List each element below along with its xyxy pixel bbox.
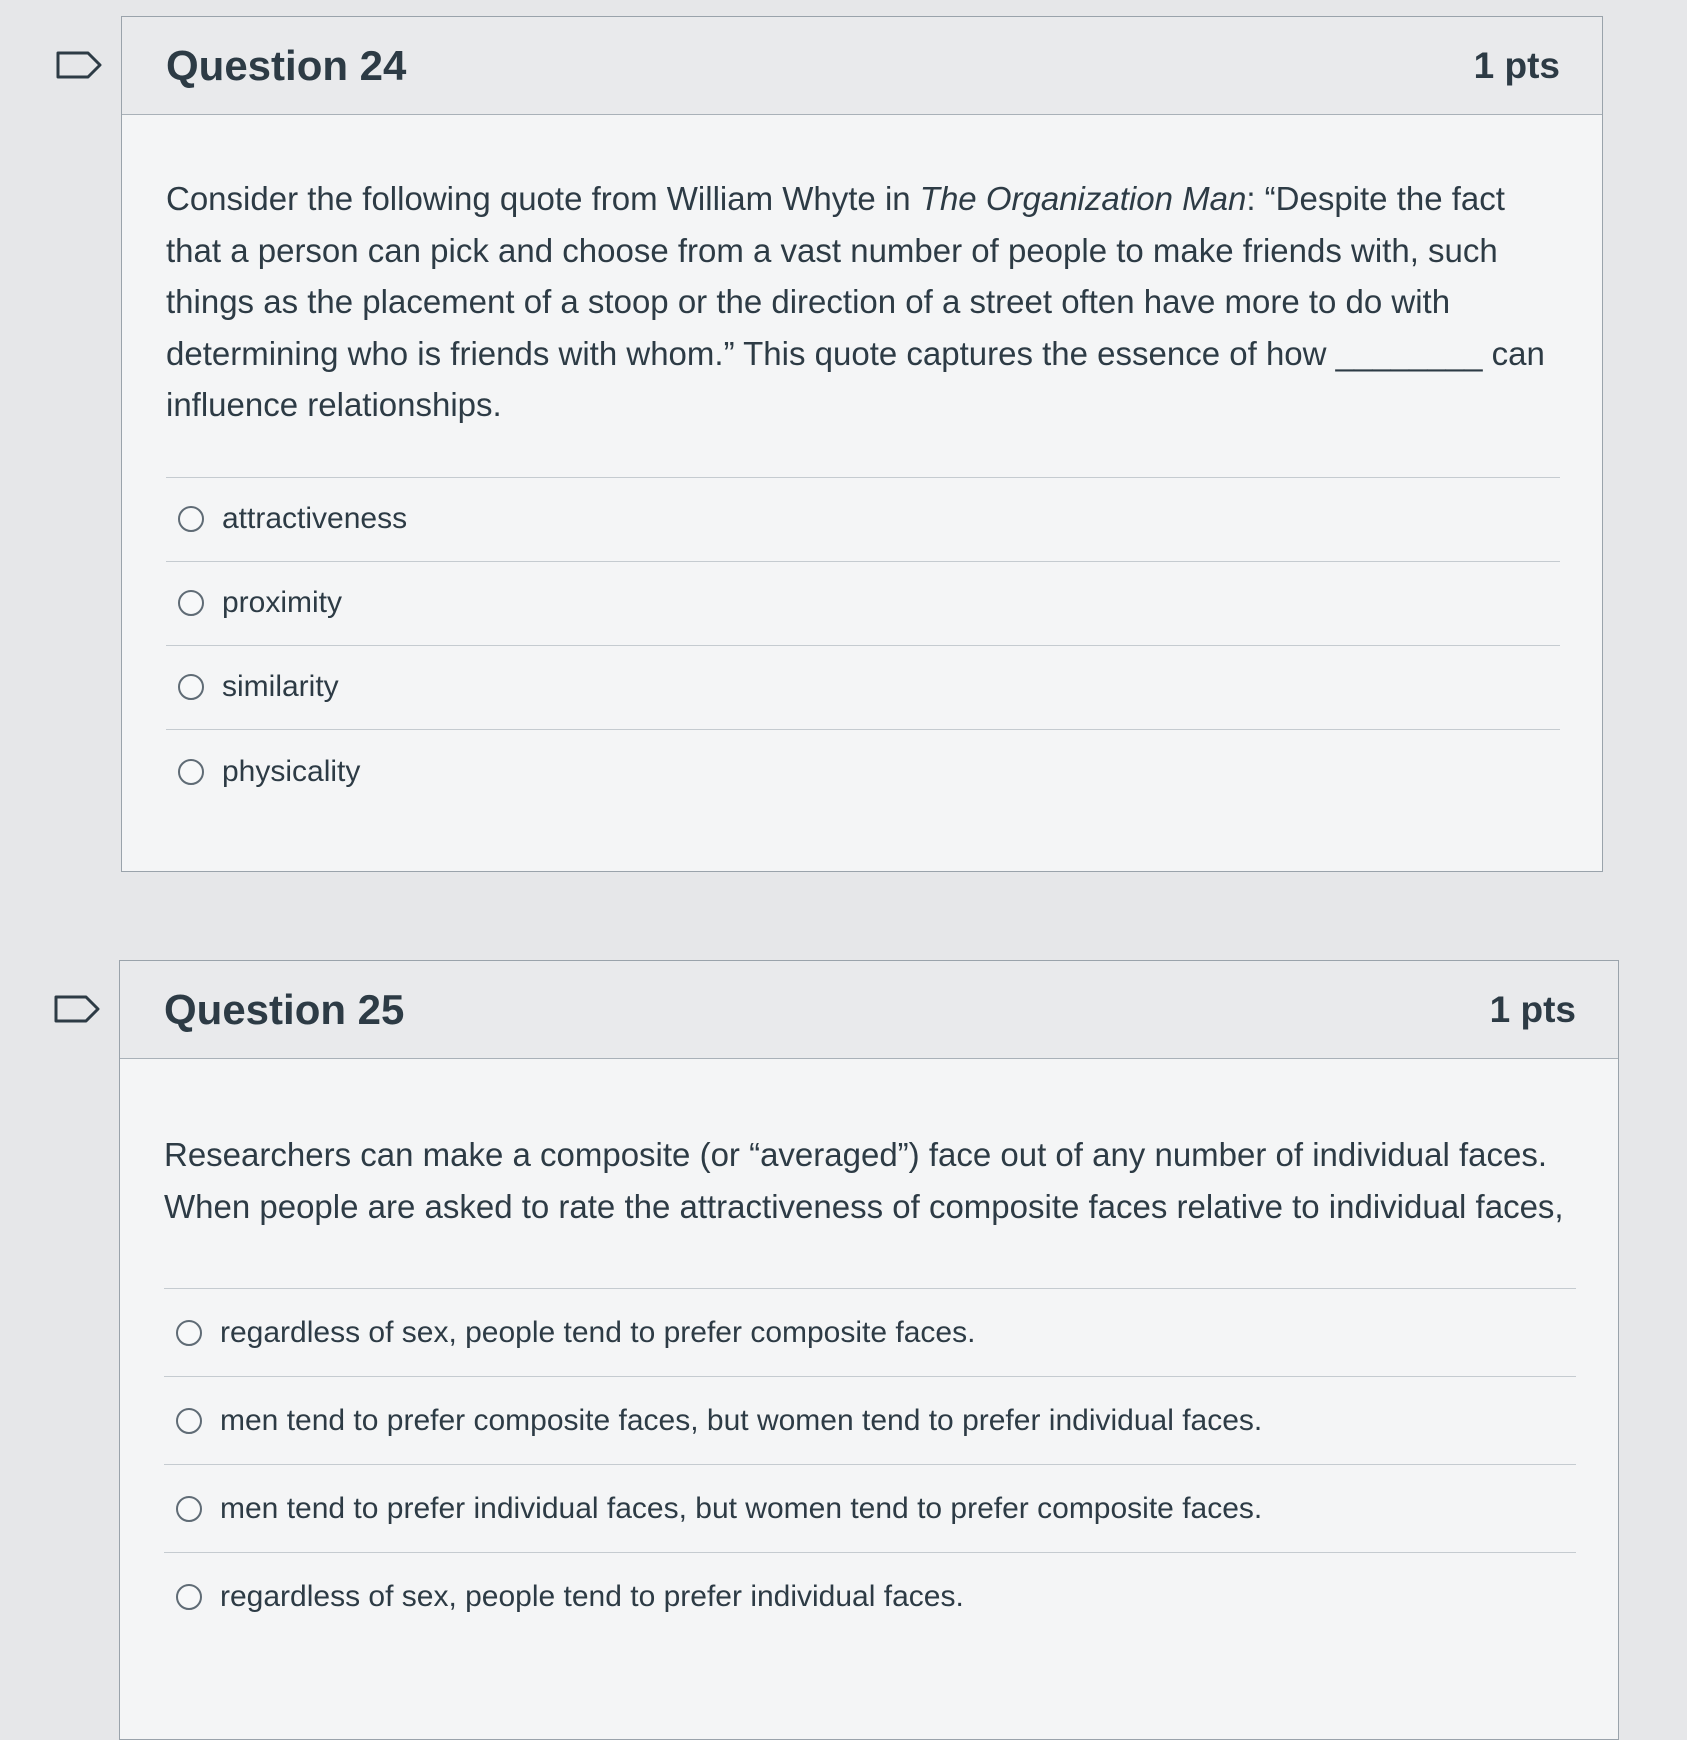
question-header (122, 17, 1602, 115)
answer-option[interactable] (164, 1377, 1576, 1465)
answer-option[interactable] (166, 562, 1560, 646)
answer-label: men tend to prefer composite faces, but women tend to prefer individual faces. (220, 1403, 1263, 1437)
question-points: 1 pts (1473, 44, 1560, 86)
radio-unchecked-icon[interactable] (176, 1584, 202, 1610)
question-text-part: : “Despite the fact that a person can pick and choose from a vast number of people to make friends with, such things as the placement of a stoop or the direction of a street often have more to do with determining who is friends with whom.” This quote captures the essence of how ________ can influence relationships. (166, 180, 1545, 423)
radio-unchecked-icon[interactable] (176, 1408, 202, 1434)
radio-unchecked-icon[interactable] (176, 1496, 202, 1522)
answer-label: physicality (222, 754, 361, 788)
flag-question-icon[interactable] (54, 995, 100, 1023)
question-body (120, 1059, 1618, 1641)
radio-unchecked-icon[interactable] (178, 506, 204, 532)
flag-question-icon[interactable] (56, 51, 102, 79)
answer-label: attractiveness (222, 502, 408, 535)
question-title: Question 25 (164, 985, 405, 1033)
answer-label: similarity (222, 670, 339, 703)
question-points: 1 pts (1489, 988, 1576, 1030)
radio-unchecked-icon[interactable] (178, 674, 204, 700)
radio-unchecked-icon[interactable] (176, 1320, 202, 1346)
answer-list (164, 1288, 1576, 1641)
question-header (120, 961, 1618, 1059)
question-text-part: Consider the following quote from William Whyte in (166, 180, 920, 217)
radio-unchecked-icon[interactable] (178, 590, 204, 616)
question-text (166, 173, 1560, 431)
book-title: The Organization Man (919, 180, 1247, 217)
answer-option[interactable] (166, 646, 1560, 730)
question-text: Researchers can make a composite (or “averaged”) face out of any number of individual faces. When people are asked to rate the attractiveness of composite faces relative to individual faces, (164, 1136, 1564, 1225)
answer-label: proximity (222, 586, 343, 619)
question-25-card (119, 960, 1619, 1740)
answer-label: regardless of sex, people tend to prefer composite faces. (220, 1315, 976, 1349)
question-body (122, 115, 1602, 814)
question-title: Question 24 (166, 41, 407, 89)
answer-option[interactable] (166, 478, 1560, 562)
answer-option[interactable] (164, 1465, 1576, 1553)
answer-list (166, 477, 1560, 814)
answer-option[interactable] (166, 730, 1560, 814)
answer-label: men tend to prefer individual faces, but women tend to prefer composite faces. (220, 1491, 1263, 1525)
answer-label: regardless of sex, people tend to prefer individual faces. (220, 1580, 964, 1613)
radio-unchecked-icon[interactable] (178, 759, 204, 785)
answer-option[interactable] (164, 1289, 1576, 1377)
answer-option[interactable] (164, 1553, 1576, 1641)
question-24-card (121, 16, 1603, 872)
